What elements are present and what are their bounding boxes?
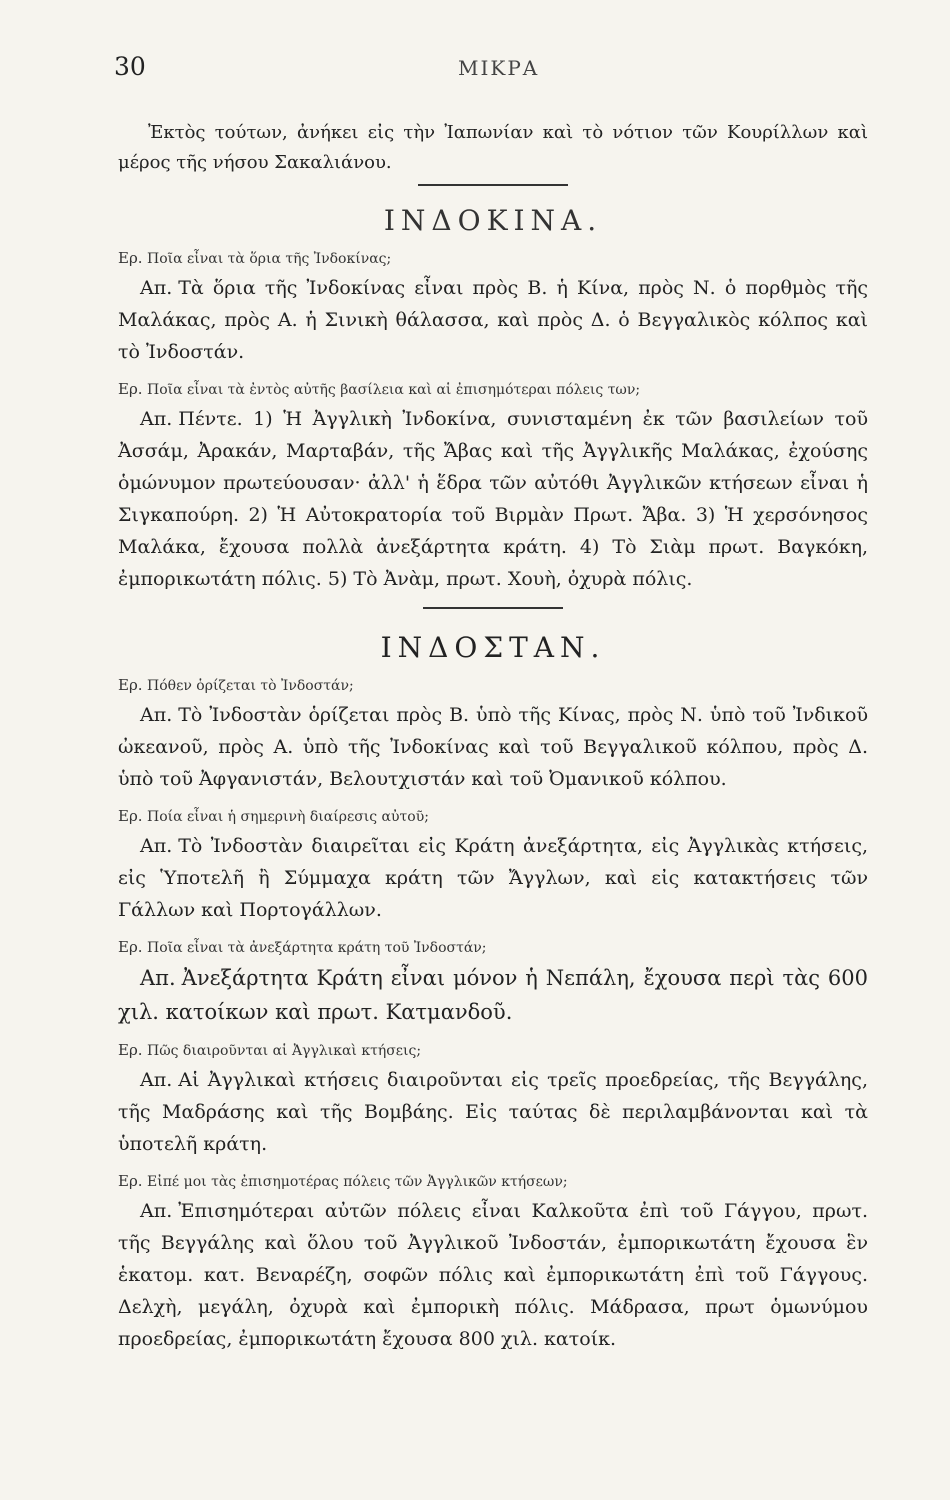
question (118, 378, 868, 401)
answer-text: Αἱ Ἀγγλικαὶ κτήσεις διαιροῦνται εἰς τρεῖς προεδρείας, τῆς Βεγγάλης, τῆς Μαδράσης καὶ τῆς Βομβάης. Εἰς ταύτας δὲ περιλαμβάνονται καὶ τὰ ὑποτελῆ κράτη. (118, 1069, 868, 1155)
question-text: Ποῖα εἶναι τὰ ὅρια τῆς Ἰνδοκίνας; (147, 251, 392, 267)
question-label: Ερ. (118, 249, 143, 267)
answer-label: Απ. (140, 1200, 173, 1222)
question (118, 247, 868, 270)
question-label: Ερ. (118, 938, 143, 956)
section-indochina (118, 204, 868, 595)
answer-text: Πέντε. 1) Ἡ Ἀγγλικὴ Ἰνδοκίνα, συνισταμένη ἐκ τῶν βασιλείων τοῦ Ἀσσάμ, Ἀρακάν, Μαρταβάν, τῆς Ἄβας καὶ τῆς Ἀγγλικῆς Μαλάκας, ἐχούσης ὁμώνυμον πρωτεύουσαν· ἀλλ' ἡ ἕδρα τῶν αὐτόθι Ἀγγλικῶν κτήσεων εἶναι ἡ Σιγκαπούρη. 2) Ἡ Αὐτοκρατορία τοῦ Βιρμὰν Πρωτ. Ἄβα. 3) Ἡ χερσόνησος Μαλάκα, ἔχουσα πολλὰ ἀνεξάρτητα κράτη. 4) Τὸ Σιὰμ πρωτ. Βαγκόκη, ἐμπορικωτάτη πόλις. 5) Τὸ Ἀνὰμ, πρωτ. Χουὴ, ὀχυρὰ πόλις. (118, 408, 868, 590)
answer-label: Απ. (140, 277, 173, 299)
question-text: Πόθεν ὁρίζεται τὸ Ἰνδοστάν; (147, 678, 354, 694)
answer (118, 961, 868, 1029)
question-text: Εἰπέ μοι τὰς ἐπισημοτέρας πόλεις τῶν Ἀγγλικῶν κτήσεων; (147, 1174, 568, 1190)
question (118, 936, 868, 959)
question (118, 1039, 868, 1062)
answer-text: Ἐπισημότεραι αὐτῶν πόλεις εἶναι Καλκοῦτα ἐπὶ τοῦ Γάγγου, πρωτ. τῆς Βεγγάλης καὶ ὅλου τοῦ Ἀγγλικοῦ Ἰνδοστάν, ἐμπορικωτάτη ἔχουσα ἓν ἑκατομ. κατ. Βεναρέζη, σοφῶν πόλις καὶ ἐμπορικωτάτη ἐπὶ τοῦ Γάγγους. Δελχὴ, μεγάλη, ὀχυρὰ καὶ ἐμπορικὴ πόλις. Μάδρασα, πρωτ ὁμωνύμου προεδρείας, ἐμπορικωτάτη ἔχουσα 800 χιλ. κατοίκ. (118, 1200, 868, 1350)
answer (118, 403, 868, 595)
answer-text: Τὸ Ἰνδοστὰν διαιρεῖται εἰς Κράτη ἀνεξάρτητα, εἰς Ἀγγλικὰς κτήσεις, εἰς Ὑποτελῆ ἢ Σύμμαχα κράτη τῶν Ἄγγλων, καὶ εἰς κατακτήσεις τῶν Γάλλων καὶ Πορτογάλλων. (118, 835, 868, 921)
answer-text: Τὸ Ἰνδοστὰν ὁρίζεται πρὸς Β. ὑπὸ τῆς Κίνας, πρὸς Ν. ὑπὸ τοῦ Ἰνδικοῦ ὠκεανοῦ, πρὸς Α. ὑπὸ τῆς Ἰνδοκίνας καὶ τοῦ Βεγγαλικοῦ κόλπου, πρὸς Δ. ὑπὸ τοῦ Ἀφγανιστάν, Βελουτχιστάν καὶ τοῦ Ὀμανικοῦ κόλπου. (118, 704, 868, 790)
question-label: Ερ. (118, 380, 143, 398)
section-title-india: ΙΝΔΟΣΤΑΝ. (380, 631, 606, 664)
answer (118, 272, 868, 368)
answer (118, 1064, 868, 1160)
page-number: 30 (114, 52, 146, 81)
answer (118, 830, 868, 926)
answer-label: Απ. (140, 835, 173, 857)
question-text: Ποία εἶναι ἡ σημερινὴ διαίρεσις αὐτοῦ; (147, 809, 429, 825)
question-label: Ερ. (118, 1041, 143, 1059)
answer (118, 1195, 868, 1355)
page-header (114, 52, 868, 96)
section-title-indochina: ΙΝΔΟΚΙΝΑ. (383, 204, 603, 237)
answer-text: Τὰ ὅρια τῆς Ἰνδοκίνας εἶναι πρὸς Β. ἡ Κίνα, πρὸς Ν. ὁ πορθμὸς τῆς Μαλάκας, πρὸς Α. ἡ Σινικὴ θάλασσα, καὶ πρὸς Δ. ὁ Βεγγαλικὸς κόλπος καὶ τὸ Ἰνδοστάν. (118, 277, 868, 363)
question-text: Ποῖα εἶναι τὰ ἐντὸς αὐτῆς βασίλεια καὶ αἱ ἐπισημότεραι πόλεις των; (147, 382, 641, 398)
section-divider (423, 607, 563, 609)
question-label: Ερ. (118, 1172, 143, 1190)
question-text: Ποῖα εἶναι τὰ ἀνεξάρτητα κράτη τοῦ Ἰνδοστάν; (147, 940, 487, 956)
question (118, 805, 868, 828)
question-label: Ερ. (118, 807, 143, 825)
section-india (118, 631, 868, 1355)
section-divider (418, 184, 568, 186)
answer-text: Ἀνεξάρτητα Κράτη εἶναι μόνον ἡ Νεπάλη, ἔχουσα περὶ τὰς 600 χιλ. κατοίκων καὶ πρωτ. Κατμανδοῦ. (118, 966, 868, 1024)
answer-label: Απ. (140, 1069, 173, 1091)
answer-label: Απ. (140, 408, 173, 430)
answer-label: Απ. (140, 966, 176, 990)
intro-paragraph: Ἐκτὸς τούτων, ἀνήκει εἰς τὴν Ἰαπωνίαν καὶ τὸ νότιον τῶν Κουρίλλων καὶ μέρος τῆς νήσου Σακαλιάνου. (118, 122, 868, 173)
question-text: Πῶς διαιροῦνται αἱ Ἀγγλικαὶ κτήσεις; (147, 1043, 422, 1059)
answer (118, 699, 868, 795)
question (118, 674, 868, 697)
question-label: Ερ. (118, 676, 143, 694)
answer-label: Απ. (140, 704, 173, 726)
question (118, 1170, 868, 1193)
running-title: ΜΙΚΡΑ (458, 56, 540, 80)
